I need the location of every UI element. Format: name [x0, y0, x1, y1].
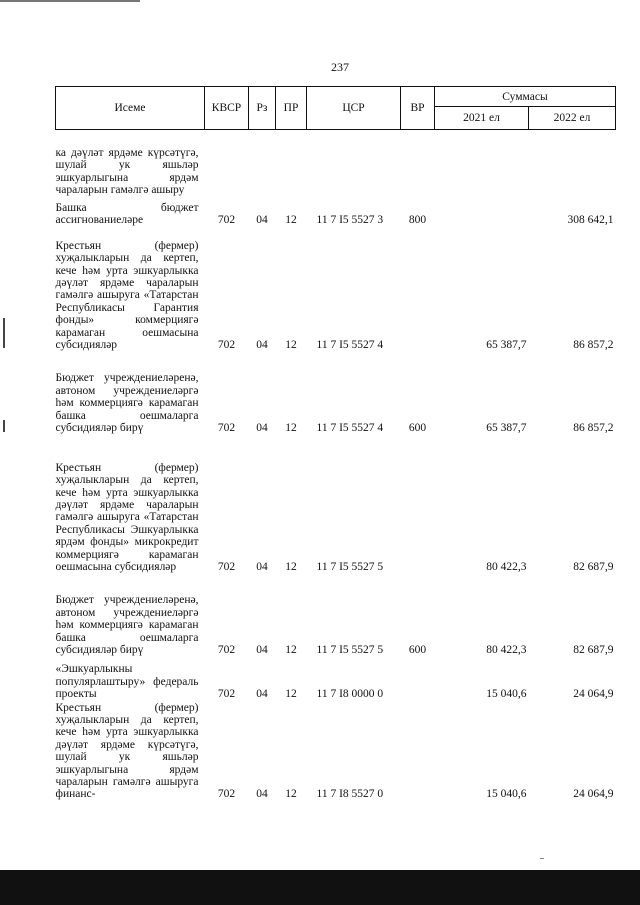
row-kvsr: 702 — [217, 561, 236, 574]
row-2021: 15 040,6 — [486, 788, 527, 801]
row-rz — [249, 130, 276, 198]
row-2021 — [435, 198, 529, 228]
row-pr: 12 — [285, 644, 297, 657]
row-name: Крестьян (фермер) хуҗалыкларын да кертеп, кече һәм урта эшкуарлыкка дәүләт ярдәме чараларын гамәлгә ашыруга «Татарстан Республикасы Гарантия фонды» коммерциягә карамаган оешмасына субсидияләр — [55, 239, 199, 352]
row-2022: 86 857,2 — [573, 339, 614, 352]
row-name: «Эшкуарлыкны популярлаштыру» федераль проекты — [55, 663, 199, 701]
row-vr — [401, 702, 435, 802]
row-2022 — [529, 130, 616, 198]
row-name: Бюджет учреждениеләренә, автоном учреждениеләргә һәм коммерциягә карамаган башка оешмаларга субсидияләр бирү — [55, 372, 199, 435]
header-csr: ЦСР — [307, 87, 401, 130]
header-pr: ПР — [276, 87, 307, 130]
row-pr: 12 — [285, 214, 297, 227]
row-pr: 12 — [285, 561, 297, 574]
row-2022: 24 064,9 — [573, 788, 614, 801]
row-2022: 308 642,1 — [567, 214, 614, 227]
table-row — [56, 658, 616, 702]
header-name: Исеме — [56, 87, 205, 130]
row-csr: 11 7 I5 5527 3 — [316, 214, 384, 227]
row-vr — [401, 228, 435, 353]
scan-left-mark — [3, 318, 5, 348]
row-kvsr: 702 — [217, 339, 236, 352]
budget-table — [55, 86, 616, 802]
row-2021: 65 387,7 — [486, 339, 527, 352]
table-row — [56, 702, 616, 802]
row-kvsr: 702 — [217, 644, 236, 657]
row-csr: 11 7 I5 5527 5 — [316, 644, 384, 657]
row-vr — [401, 130, 435, 198]
row-name: Бюджет учреждениеләренә, автоном учреждениеләргә һәм коммерциягә карамаган башка оешмаларга субсидияләр бирү — [55, 594, 199, 657]
row-vr — [401, 658, 435, 702]
row-csr: 11 7 I8 0000 0 — [316, 688, 384, 701]
row-kvsr: 702 — [217, 422, 236, 435]
row-pr: 12 — [285, 422, 297, 435]
row-pr: 12 — [285, 688, 297, 701]
page-number: 237 — [331, 60, 349, 74]
row-name: Крестьян (фермер) хуҗалыкларын да кертеп, кече һәм урта эшкуарлыкка дәүләт ярдәме күрсәтүгә, шулай ук яшьләр эшкуарлыгына ярдәм чараларын гамәлгә ашыруга финанс- — [55, 701, 199, 801]
row-csr: 11 7 I5 5527 5 — [316, 561, 384, 574]
row-kvsr: 702 — [217, 688, 236, 701]
row-csr: 11 7 I8 5527 0 — [316, 788, 384, 801]
row-name: Башка бюджет ассигнованиеләре — [55, 201, 199, 227]
header-vr: ВР — [401, 87, 435, 130]
table-row — [56, 436, 616, 575]
row-rz: 04 — [256, 788, 268, 801]
header-kvsr: КВСР — [205, 87, 249, 130]
row-vr: 600 — [408, 644, 427, 657]
row-csr: 11 7 I5 5527 4 — [316, 339, 384, 352]
scan-top-rule — [0, 0, 140, 2]
header-2022: 2022 ел — [529, 107, 616, 130]
header-2021: 2021 ел — [435, 107, 529, 130]
scan-speck — [540, 858, 544, 859]
row-rz: 04 — [256, 422, 268, 435]
row-2021: 80 422,3 — [486, 561, 527, 574]
row-2021: 80 422,3 — [486, 644, 527, 657]
row-kvsr: 702 — [217, 788, 236, 801]
row-2021 — [435, 130, 529, 198]
header-rz: Рз — [249, 87, 276, 130]
row-name: Крестьян (фермер) хуҗалыкларын да кертеп, кече һәм урта эшкуарлыкка дәүләт ярдәме чараларын гамәлгә ашыруга «Татарстан Республикасы Эшкуарлыкка ярдәм фонды» микрокредит коммерциягә карамаган оешмасына субсидияләр — [55, 461, 199, 574]
row-rz: 04 — [256, 644, 268, 657]
row-rz: 04 — [256, 339, 268, 352]
row-rz: 04 — [256, 561, 268, 574]
table-row — [56, 575, 616, 658]
row-vr: 600 — [408, 422, 427, 435]
row-pr: 12 — [285, 339, 297, 352]
header-sums: Суммасы — [435, 87, 616, 107]
row-csr: 11 7 I5 5527 4 — [316, 422, 384, 435]
row-kvsr — [205, 130, 249, 198]
row-2022: 86 857,2 — [573, 422, 614, 435]
row-2022: 24 064,9 — [573, 688, 614, 701]
table-row — [56, 353, 616, 436]
row-2021: 15 040,6 — [486, 688, 527, 701]
table-row — [56, 228, 616, 353]
row-2022: 82 687,9 — [573, 644, 614, 657]
scan-bottom-band — [0, 870, 640, 905]
row-rz: 04 — [256, 688, 268, 701]
table-row — [56, 130, 616, 198]
table-row — [56, 198, 616, 228]
row-2022: 82 687,9 — [573, 561, 614, 574]
row-pr — [276, 130, 307, 198]
row-vr: 800 — [408, 214, 427, 227]
row-vr — [401, 436, 435, 575]
row-rz: 04 — [256, 214, 268, 227]
row-name: ка дәүләт ярдәме күрсәтүгә, шулай ук яшьләр эшкуарлыгына ярдәм чараларын гамәлгә ашыру — [55, 146, 199, 197]
row-kvsr: 702 — [217, 214, 236, 227]
scan-left-mark — [3, 420, 5, 432]
row-pr: 12 — [285, 788, 297, 801]
row-2021: 65 387,7 — [486, 422, 527, 435]
row-csr — [307, 130, 401, 198]
